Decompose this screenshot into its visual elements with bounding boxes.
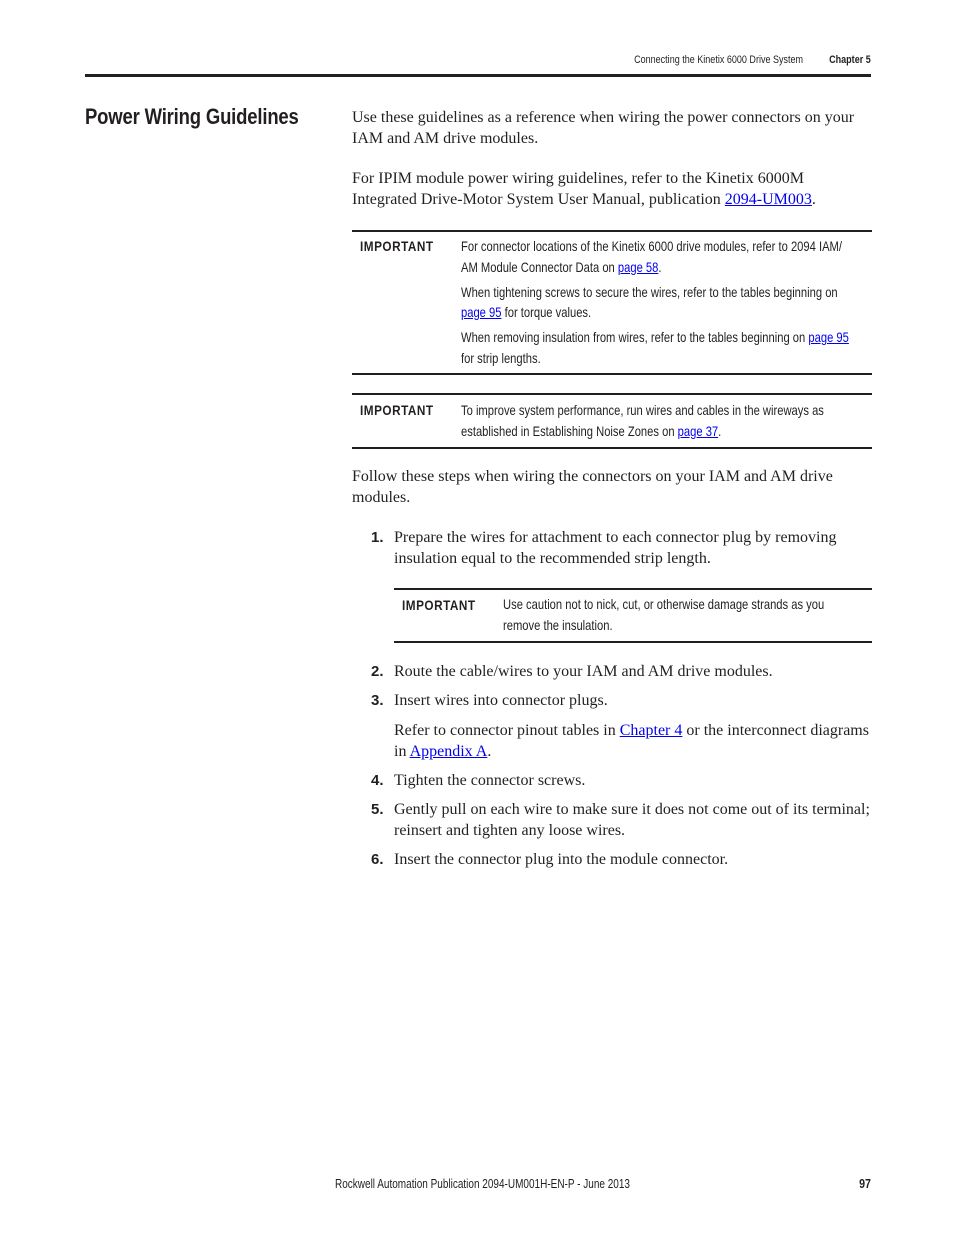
note-text: or the interconnect diagrams in (394, 722, 869, 760)
header-title: Connecting the Kinetix 6000 Drive System (634, 54, 803, 66)
important-box-connectors (352, 230, 872, 375)
important-label: IMPORTANT (360, 402, 434, 418)
important-body (461, 236, 872, 368)
step-number: 4. (371, 772, 384, 789)
link-page-58[interactable]: page 58 (617, 258, 659, 275)
running-header (85, 52, 871, 72)
link-page-95[interactable]: page 95 (461, 304, 502, 320)
follow-paragraph: Follow these steps when wiring the connectors on your IAM and AM drive modules. (352, 468, 833, 506)
important-box-insulation (394, 588, 872, 643)
step-3-note (394, 721, 872, 762)
important-text: remove the insulation. (503, 616, 613, 633)
section-heading: Power Wiring Guidelines (85, 104, 299, 129)
step-number: 2. (371, 663, 384, 680)
step-number: 1. (371, 529, 384, 546)
step-text: Insert wires into connector plugs. (394, 692, 608, 709)
step-number: 3. (371, 692, 384, 709)
important-paragraph (461, 327, 851, 368)
ipim-paragraph (352, 169, 872, 210)
link-2094-um003[interactable]: 2094-UM003 (724, 190, 812, 208)
important-body (461, 400, 872, 441)
link-page-37[interactable]: page 37 (677, 422, 719, 439)
important-text: established in Establishing Noise Zones on (461, 422, 678, 439)
important-text: For connector locations of the Kinetix 6000 drive modules, refer to 2094 IAM/ (461, 238, 843, 254)
important-paragraph (461, 282, 851, 323)
step-number: 6. (371, 851, 384, 868)
important-text: To improve system performance, run wires and cables in the wireways as (461, 402, 824, 418)
important-text: for torque values. (501, 304, 592, 320)
step-text: Gently pull on each wire to make sure it does not come out of its terminal; reinsert and tighten any loose wires. (394, 801, 870, 839)
header-chapter: Chapter 5 (829, 54, 871, 66)
link-appendix-a[interactable]: Appendix A (409, 742, 488, 760)
important-paragraph (461, 400, 851, 441)
important-text: for strip lengths. (461, 349, 541, 366)
important-box-noise-zones (352, 393, 872, 449)
important-label: IMPORTANT (360, 238, 434, 254)
step-number: 5. (371, 801, 384, 818)
ipim-text: For IPIM module power wiring guidelines, refer to the Kinetix 6000M Integrated Drive-Motor System User Manual, publication (352, 170, 804, 208)
important-text: . (718, 422, 722, 439)
important-text: When tightening screws to secure the wires, refer to the tables beginning on (461, 283, 838, 300)
note-text: . (487, 742, 492, 760)
link-chapter-4[interactable]: Chapter 4 (619, 722, 683, 739)
important-paragraph (503, 594, 893, 635)
important-text: AM Module Connector Data on (461, 258, 618, 275)
important-body (503, 594, 872, 635)
important-paragraph (461, 236, 851, 277)
important-text: . (658, 258, 662, 275)
important-label: IMPORTANT (402, 597, 476, 613)
ipim-end: . (811, 190, 816, 208)
intro-paragraph: Use these guidelines as a reference when wiring the power connectors on your IAM and AM drive modules. (352, 109, 855, 147)
header-rule (85, 74, 871, 77)
step-text: Route the cable/wires to your IAM and AM drive modules. (394, 663, 773, 680)
step-text: Insert the connector plug into the module connector. (394, 851, 729, 868)
footer-publication: Rockwell Automation Publication 2094-UM001H-EN-P - June 2013 (335, 1177, 630, 1191)
page-number: 97 (859, 1177, 871, 1191)
step-text: Prepare the wires for attachment to each connector plug by removing insulation equal to the recommended strip length. (394, 529, 837, 567)
note-text: Refer to connector pinout tables in (394, 722, 620, 739)
important-text: Use caution not to nick, cut, or otherwise damage strands as you (503, 596, 825, 612)
step-text: Tighten the connector screws. (394, 772, 586, 789)
important-text: When removing insulation from wires, refer to the tables beginning on (461, 329, 809, 345)
link-page-95[interactable]: page 95 (808, 329, 849, 345)
